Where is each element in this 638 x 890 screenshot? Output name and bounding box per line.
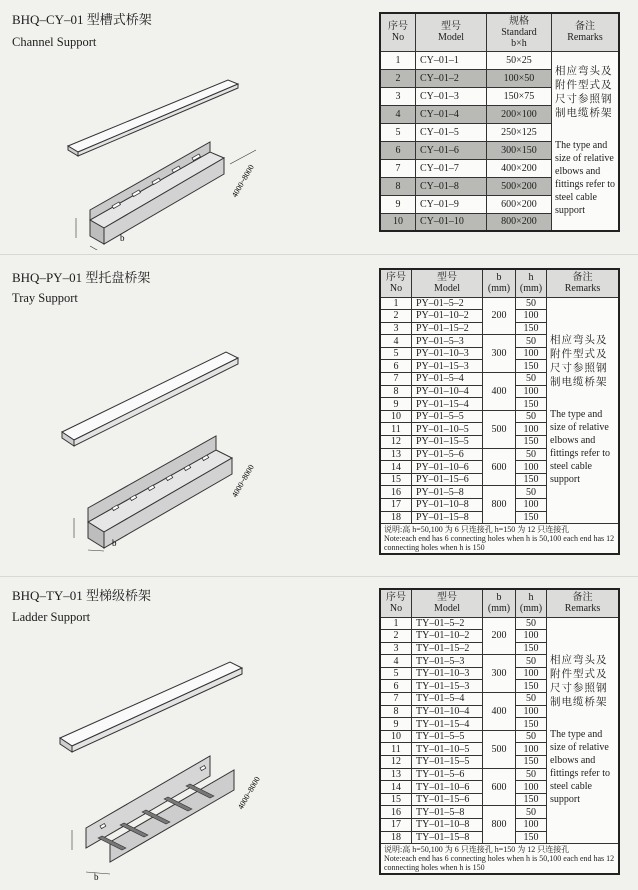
section-divider	[0, 254, 638, 255]
row-h: 150	[516, 793, 547, 806]
row-model: PY–01–15–3	[412, 360, 483, 373]
row-standard: 100×50	[487, 69, 552, 87]
row-model: TY–01–5–8	[412, 806, 483, 819]
row-b-group: 500	[483, 410, 516, 448]
row-no: 12	[380, 436, 412, 449]
row-model: CY–01–1	[416, 51, 487, 69]
row-b-group: 300	[483, 335, 516, 373]
row-h: 100	[516, 781, 547, 794]
row-model: PY–01–10–2	[412, 310, 483, 323]
row-no: 4	[380, 335, 412, 348]
row-model: PY–01–10–4	[412, 385, 483, 398]
row-h: 50	[516, 806, 547, 819]
row-b-group: 200	[483, 617, 516, 655]
row-no: 5	[380, 667, 412, 680]
row-no: 8	[380, 705, 412, 718]
tray-spec-table	[379, 268, 620, 555]
row-no: 1	[380, 51, 416, 69]
row-standard: 800×200	[487, 213, 552, 231]
row-b-group: 500	[483, 730, 516, 768]
row-h: 150	[516, 680, 547, 693]
row-h: 150	[516, 473, 547, 486]
row-standard: 200×100	[487, 105, 552, 123]
row-h: 50	[516, 730, 547, 743]
row-model: PY–01–5–8	[412, 486, 483, 499]
row-h: 100	[516, 630, 547, 643]
row-no: 11	[380, 423, 412, 436]
table-row	[380, 51, 619, 69]
remarks-cell	[547, 617, 620, 844]
row-no: 15	[380, 793, 412, 806]
row-model: PY–01–10–8	[412, 499, 483, 512]
row-model: TY–01–15–2	[412, 642, 483, 655]
table-row	[380, 617, 619, 630]
row-no: 1	[380, 297, 412, 310]
row-no: 3	[380, 322, 412, 335]
table-footnote	[380, 524, 619, 555]
col-no-header: 序号 No	[380, 13, 416, 51]
row-no: 12	[380, 756, 412, 769]
note-chinese: 说明:高 h=50,100 为 6 只连接孔 h=150 为 12 只连接孔	[384, 525, 570, 535]
remark-chinese: 相应弯头及附件型式及尺寸参照钢制电缆桥架	[550, 655, 608, 709]
row-model: CY–01–5	[416, 123, 487, 141]
row-model: TY–01–10–8	[412, 819, 483, 832]
row-no: 8	[380, 177, 416, 195]
row-no: 15	[380, 473, 412, 486]
ladder-width-label: b	[94, 872, 99, 880]
table-footnote	[380, 844, 619, 875]
row-h: 100	[516, 499, 547, 512]
row-standard: 600×200	[487, 195, 552, 213]
row-standard: 400×200	[487, 159, 552, 177]
channel-spec-table	[379, 12, 620, 232]
row-model: TY–01–10–3	[412, 667, 483, 680]
row-no: 18	[380, 831, 412, 844]
tray-length-label: 4000~8000	[229, 463, 256, 499]
col-model-header: 型号 Model	[412, 589, 483, 617]
row-no: 13	[380, 448, 412, 461]
row-model: TY–01–10–6	[412, 781, 483, 794]
row-no: 17	[380, 499, 412, 512]
ladder-length-label: 4000~8000	[235, 775, 262, 811]
row-h: 100	[516, 705, 547, 718]
col-remarks-header: 备注 Remarks	[547, 269, 620, 297]
row-standard: 300×150	[487, 141, 552, 159]
tray-support-section	[0, 262, 638, 572]
row-model: TY–01–5–5	[412, 730, 483, 743]
row-no: 2	[380, 310, 412, 323]
row-model: CY–01–9	[416, 195, 487, 213]
row-no: 10	[380, 213, 416, 231]
remark-chinese: 相应弯头及附件型式及尺寸参照钢制电缆桥架	[555, 65, 613, 119]
row-model: TY–01–15–5	[412, 756, 483, 769]
row-standard: 150×75	[487, 87, 552, 105]
col-remarks-header: 备注 Remarks	[547, 589, 620, 617]
row-no: 10	[380, 730, 412, 743]
row-no: 6	[380, 141, 416, 159]
row-h: 100	[516, 743, 547, 756]
row-no: 11	[380, 743, 412, 756]
row-model: TY–01–15–4	[412, 718, 483, 731]
row-h: 100	[516, 347, 547, 360]
row-no: 3	[380, 87, 416, 105]
row-no: 9	[380, 398, 412, 411]
note-english: Note:each end has 6 connecting holes when h is 50,100 each end has 12 connecting holes when h is 150	[384, 854, 615, 873]
row-no: 14	[380, 781, 412, 794]
row-model: CY–01–10	[416, 213, 487, 231]
row-no: 6	[380, 680, 412, 693]
row-model: TY–01–15–6	[412, 793, 483, 806]
row-model: PY–01–15–4	[412, 398, 483, 411]
row-model: PY–01–15–8	[412, 511, 483, 524]
row-model: TY–01–10–2	[412, 630, 483, 643]
row-model: TY–01–5–6	[412, 768, 483, 781]
ladder-support-section	[0, 582, 638, 890]
row-h: 150	[516, 718, 547, 731]
row-model: TY–01–5–4	[412, 693, 483, 706]
row-h: 100	[516, 423, 547, 436]
tray-support-title: BHQ–PY–01 型托盘桥架	[12, 270, 151, 285]
row-no: 14	[380, 461, 412, 474]
row-no: 5	[380, 123, 416, 141]
remark-english: The type and size of relative elbows and fittings refer to steel cable support	[550, 729, 610, 806]
channel-width-label: b	[120, 233, 125, 243]
ladder-drawing	[40, 640, 330, 880]
row-model: PY–01–15–2	[412, 322, 483, 335]
row-model: PY–01–5–3	[412, 335, 483, 348]
col-b-header: b (mm)	[483, 269, 516, 297]
channel-support-subtitle: Channel Support	[12, 35, 97, 49]
row-h: 150	[516, 756, 547, 769]
row-h: 50	[516, 335, 547, 348]
row-b-group: 600	[483, 768, 516, 806]
row-h: 150	[516, 360, 547, 373]
row-no: 13	[380, 768, 412, 781]
note-english: Note:each end has 6 connecting holes when h is 50,100 each end has 12 connecting holes when h is 150	[384, 534, 615, 553]
row-no: 4	[380, 655, 412, 668]
row-model: PY–01–5–6	[412, 448, 483, 461]
row-h: 50	[516, 448, 547, 461]
col-b-header: b (mm)	[483, 589, 516, 617]
row-no: 16	[380, 486, 412, 499]
row-b-group: 400	[483, 373, 516, 411]
row-h: 150	[516, 322, 547, 335]
row-model: TY–01–10–4	[412, 705, 483, 718]
row-h: 50	[516, 655, 547, 668]
row-b-group: 400	[483, 693, 516, 731]
row-model: PY–01–5–2	[412, 297, 483, 310]
row-no: 8	[380, 385, 412, 398]
row-model: CY–01–7	[416, 159, 487, 177]
row-h: 50	[516, 373, 547, 386]
remarks-cell	[547, 297, 620, 524]
tray-support-subtitle: Tray Support	[12, 291, 78, 305]
row-model: PY–01–10–3	[412, 347, 483, 360]
channel-support-section	[0, 0, 638, 250]
row-no: 5	[380, 347, 412, 360]
row-h: 150	[516, 398, 547, 411]
row-h: 50	[516, 768, 547, 781]
row-no: 16	[380, 806, 412, 819]
ladder-support-title: BHQ–TY–01 型梯级桥架	[12, 588, 152, 603]
row-no: 9	[380, 718, 412, 731]
remarks-cell	[552, 51, 620, 231]
row-model: TY–01–10–5	[412, 743, 483, 756]
row-no: 9	[380, 195, 416, 213]
row-model: PY–01–5–4	[412, 373, 483, 386]
row-model: PY–01–15–6	[412, 473, 483, 486]
row-no: 3	[380, 642, 412, 655]
remark-english: The type and size of relative elbows and fittings refer to steel cable support	[550, 409, 610, 486]
col-h-header: h (mm)	[516, 589, 547, 617]
row-model: PY–01–10–5	[412, 423, 483, 436]
table-row	[380, 297, 619, 310]
channel-tray-drawing	[40, 60, 330, 250]
col-no-header: 序号 No	[380, 269, 412, 297]
row-standard: 500×200	[487, 177, 552, 195]
note-chinese: 说明:高 h=50,100 为 6 只连接孔 h=150 为 12 只连接孔	[384, 845, 570, 855]
row-model: TY–01–5–2	[412, 617, 483, 630]
row-h: 100	[516, 310, 547, 323]
row-h: 150	[516, 436, 547, 449]
row-b-group: 800	[483, 806, 516, 844]
row-h: 150	[516, 511, 547, 524]
row-no: 7	[380, 373, 412, 386]
row-no: 17	[380, 819, 412, 832]
row-model: CY–01–3	[416, 87, 487, 105]
row-b-group: 800	[483, 486, 516, 524]
row-model: PY–01–5–5	[412, 410, 483, 423]
row-no: 7	[380, 159, 416, 177]
section-divider	[0, 576, 638, 577]
tray-width-label: b	[112, 538, 117, 548]
row-h: 100	[516, 461, 547, 474]
row-model: CY–01–4	[416, 105, 487, 123]
row-no: 1	[380, 617, 412, 630]
row-model: TY–01–15–3	[412, 680, 483, 693]
row-h: 50	[516, 297, 547, 310]
row-h: 100	[516, 667, 547, 680]
row-model: CY–01–2	[416, 69, 487, 87]
row-no: 2	[380, 630, 412, 643]
row-no: 18	[380, 511, 412, 524]
channel-length-label: 4000~8000	[229, 163, 256, 199]
row-no: 2	[380, 69, 416, 87]
row-h: 100	[516, 385, 547, 398]
col-h-header: h (mm)	[516, 269, 547, 297]
row-no: 10	[380, 410, 412, 423]
ladder-spec-table	[379, 588, 620, 875]
remark-english: The type and size of relative elbows and fittings refer to steel cable support	[555, 139, 615, 216]
row-standard: 50×25	[487, 51, 552, 69]
row-no: 7	[380, 693, 412, 706]
row-h: 50	[516, 693, 547, 706]
tray-drawing	[40, 322, 330, 552]
row-no: 4	[380, 105, 416, 123]
row-h: 50	[516, 486, 547, 499]
row-no: 6	[380, 360, 412, 373]
row-model: TY–01–15–8	[412, 831, 483, 844]
row-standard: 250×125	[487, 123, 552, 141]
row-h: 150	[516, 831, 547, 844]
col-remarks-header: 备注 Remarks	[552, 13, 620, 51]
col-standard-header: 规格 Standard b×h	[487, 13, 552, 51]
row-model: TY–01–5–3	[412, 655, 483, 668]
remark-chinese: 相应弯头及附件型式及尺寸参照钢制电缆桥架	[550, 335, 608, 389]
row-h: 150	[516, 642, 547, 655]
channel-support-title: BHQ–CY–01 型槽式桥架	[12, 12, 152, 27]
row-b-group: 200	[483, 297, 516, 335]
row-model: PY–01–10–6	[412, 461, 483, 474]
row-h: 50	[516, 410, 547, 423]
row-b-group: 300	[483, 655, 516, 693]
ladder-support-subtitle: Ladder Support	[12, 610, 91, 624]
row-model: CY–01–8	[416, 177, 487, 195]
col-model-header: 型号 Model	[412, 269, 483, 297]
col-no-header: 序号 No	[380, 589, 412, 617]
col-model-header: 型号 Model	[416, 13, 487, 51]
row-h: 100	[516, 819, 547, 832]
row-model: CY–01–6	[416, 141, 487, 159]
row-b-group: 600	[483, 448, 516, 486]
row-h: 50	[516, 617, 547, 630]
row-model: PY–01–15–5	[412, 436, 483, 449]
